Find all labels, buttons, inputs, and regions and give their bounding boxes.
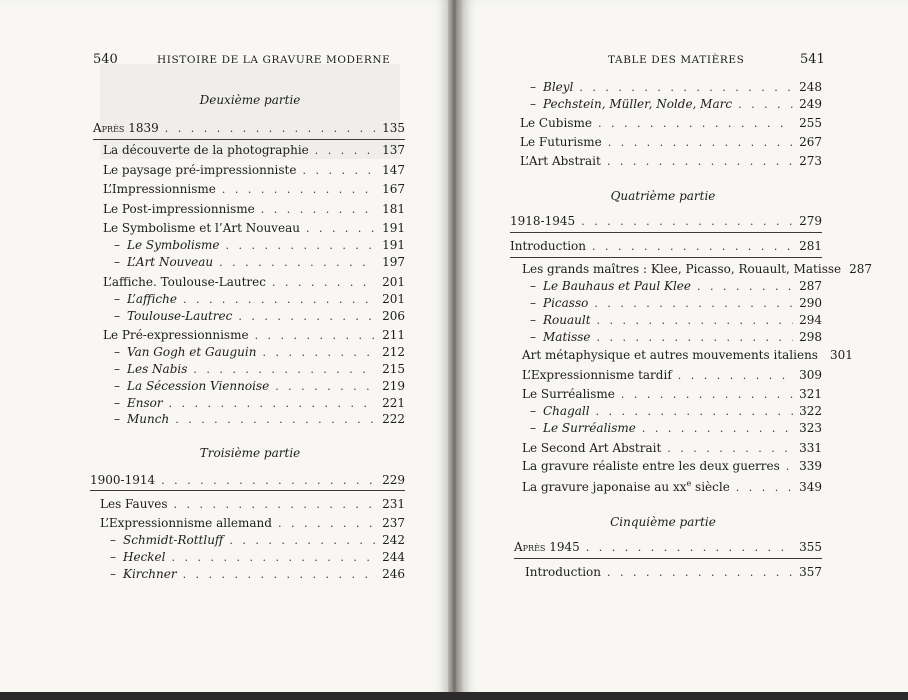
dot-leader [592,240,793,253]
section-rule [510,257,822,258]
part-title-deuxieme: Deuxième partie [199,93,301,107]
toc-entry-page: 279 [799,214,822,228]
toc-entry[interactable] [525,565,822,582]
dash-mark: – [114,362,120,376]
part-title-troisieme: Troisième partie [199,446,301,460]
toc-entry-page: 222 [382,412,405,426]
toc-entry-page: 211 [382,328,405,342]
toc-entry-label: Heckel [123,550,166,564]
toc-entry[interactable] [522,459,822,476]
dot-leader [262,346,376,359]
toc-entry[interactable] [520,116,822,133]
dash-mark: – [114,292,120,306]
dot-leader [278,517,376,530]
part-title-quatrieme: Quatrième partie [610,189,716,203]
toc-entry-page: 298 [799,330,822,344]
toc-entry[interactable] [522,387,822,404]
toc-subentry[interactable] [530,313,822,330]
toc-entry-page: 357 [799,565,822,579]
toc-entry-label: Toulouse-Lautrec [127,309,233,323]
dash-mark: – [530,279,536,293]
toc-entry-page: 355 [799,540,822,554]
toc-entry[interactable] [522,441,822,458]
toc-subentry[interactable] [530,330,822,347]
right-page [463,0,908,700]
toc-entry-page: 323 [799,421,822,435]
dash-mark: – [110,567,116,581]
toc-entry-page: 290 [799,296,822,310]
toc-entry[interactable] [103,275,405,292]
superscript-e: e [686,479,692,488]
toc-entry-page: 294 [799,313,822,327]
part-title-cinquieme: Cinquième partie [610,515,716,529]
toc-entry-page: 248 [799,80,822,94]
toc-subentry[interactable] [110,533,405,550]
toc-entry-label: Ensor [127,396,163,410]
toc-subentry[interactable] [114,379,405,396]
dot-leader [621,388,793,401]
toc-entry[interactable] [100,497,405,514]
dot-leader [229,534,376,547]
toc-entry-label: Après 1945 [514,540,580,554]
toc-entry[interactable] [103,202,405,219]
left-running-head: HISTOIRE DE LA GRAVURE MODERNE [157,54,391,66]
dot-leader [736,481,793,494]
toc-entry-page: 255 [799,116,822,130]
left-folio: 540 [93,52,118,67]
dash-mark: – [114,238,120,252]
dot-leader [597,331,794,344]
toc-entry-page: 212 [382,345,405,359]
toc-entry-label: Art métaphysique et autres mouvements italiens [522,348,818,362]
toc-entry-page: 237 [382,516,405,530]
dot-leader [594,297,793,310]
dash-mark: – [530,296,536,310]
dot-leader [222,183,376,196]
toc-entry-label: La Sécession Viennoise [127,379,270,393]
dot-leader [172,551,377,564]
book-gutter [448,0,463,700]
dot-leader [183,293,376,306]
toc-entry-page: 201 [382,292,405,306]
toc-subentry[interactable] [110,550,405,567]
toc-subentry[interactable] [114,292,405,309]
toc-entry[interactable] [514,540,822,557]
toc-entry[interactable] [103,143,405,160]
dash-mark: – [530,313,536,327]
toc-entry-label: Bleyl [543,80,574,94]
toc-entry-label: Introduction [525,565,601,579]
dot-leader [255,329,377,342]
dot-leader [315,144,376,157]
toc-entry-label: Pechstein, Müller, Nolde, Marc [543,97,733,111]
dot-leader [169,397,376,410]
toc-entry-page: 242 [382,533,405,547]
toc-entry-page: 287 [849,262,873,276]
toc-entry-page: 267 [799,135,822,149]
dash-mark: – [530,330,536,344]
toc-entry-page: 273 [799,154,822,168]
dash-mark: – [530,404,536,418]
toc-entry[interactable] [510,239,822,256]
book-edge-bottom [0,692,908,700]
toc-subentry[interactable] [114,412,405,429]
toc-entry-page: 167 [382,182,405,196]
toc-entry-page: 309 [799,368,822,382]
toc-entry-label: L’Expressionnisme allemand [100,516,272,530]
section-rule [93,139,405,140]
dash-mark: – [114,309,120,323]
toc-entry-label: Le Surréalisme [543,421,636,435]
toc-entry-page: 349 [799,480,822,494]
dash-mark: – [114,396,120,410]
toc-entry-label: L’affiche. Toulouse-Lautrec [103,275,266,289]
toc-entry-label: Van Gogh et Gauguin [127,345,257,359]
toc-entry-label: La découverte de la photographie [103,143,309,157]
toc-entry-label: Le Pré-expressionnisme [103,328,249,342]
toc-entry-label: Le Symbolisme et l’Art Nouveau [103,221,300,235]
toc-subentry[interactable] [114,396,405,413]
toc-entry-label: Chagall [543,404,590,418]
toc-entry[interactable] [100,516,405,533]
toc-entry-label-start: La gravure japonaise au xx [522,480,687,494]
toc-entry-page: 135 [382,121,405,135]
dot-leader [183,568,377,581]
toc-entry-page: 201 [382,275,405,289]
toc-subentry[interactable] [530,279,822,296]
toc-subentry[interactable] [114,345,405,362]
dot-leader [225,239,376,252]
dot-leader [261,203,376,216]
toc-entry-label-end: siècle [691,480,730,494]
toc-subentry[interactable] [114,238,405,255]
toc-subentry[interactable] [530,421,822,438]
toc-entry-label: Introduction [510,239,586,253]
toc-entry-label: Les Nabis [127,362,188,376]
toc-entry-page: 221 [382,396,405,410]
toc-subentry[interactable] [530,80,822,97]
toc-entry-label: Le Post-impressionnisme [103,202,255,216]
toc-entry-label: Rouault [543,313,591,327]
dash-mark: – [114,345,120,359]
toc-entry[interactable] [522,262,873,279]
toc-entry-label: La gravure réaliste entre les deux guerres [522,459,780,473]
toc-entry-page: 281 [799,239,822,253]
toc-subentry[interactable] [114,255,405,272]
toc-entry-label: Le Cubisme [520,116,592,130]
dash-mark: – [110,550,116,564]
dot-leader [173,498,376,511]
section-rule [510,232,822,233]
toc-entry-label: Kirchner [123,567,177,581]
toc-entry[interactable] [522,348,853,365]
toc-entry-page: 215 [382,362,405,376]
dot-leader [275,380,376,393]
section-rule [90,490,405,491]
toc-subentry[interactable] [110,567,405,584]
dot-leader [272,276,376,289]
right-running-head: TABLE DES MATIÈRES [608,54,745,66]
dot-leader [302,164,376,177]
dot-leader [161,474,376,487]
toc-entry-page: 197 [382,255,405,269]
section-rule [514,558,822,559]
dot-leader [193,363,376,376]
toc-entry-page: 137 [382,143,405,157]
toc-entry-page: 181 [382,202,405,216]
toc-entry[interactable] [520,135,822,152]
dot-leader [786,460,793,473]
dot-leader [678,369,793,382]
toc-entry[interactable] [522,479,822,496]
toc-subentry[interactable] [114,362,405,379]
toc-entry-page: 191 [382,221,405,235]
dot-leader [238,310,376,323]
toc-entry-label: Matisse [543,330,591,344]
dash-mark: – [114,412,120,426]
dot-leader [597,314,794,327]
toc-entry-label: Les grands maîtres : Klee, Picasso, Rouault, Matisse [522,262,842,276]
toc-entry[interactable] [522,368,822,385]
dot-leader [697,280,793,293]
dot-leader [596,405,794,418]
toc-entry-label [522,479,730,494]
toc-entry-label: Le Futurisme [520,135,602,149]
toc-entry-page: 244 [382,550,405,564]
dash-mark: – [114,379,120,393]
toc-entry-label: L’Expressionnisme tardif [522,368,672,382]
dot-leader [667,442,793,455]
dot-leader [579,81,793,94]
toc-entry-label: Après 1839 [93,121,159,135]
toc-subentry[interactable] [530,97,822,114]
toc-entry-page: 219 [382,379,405,393]
toc-entry-page: 339 [799,459,822,473]
toc-entry-label: 1918-1945 [510,214,576,228]
left-page [0,0,448,700]
toc-entry-page: 322 [799,404,822,418]
toc-entry[interactable] [103,163,405,180]
toc-entry-label: Le Second Art Abstrait [522,441,662,455]
dot-leader [607,155,793,168]
toc-entry-label: 1900-1914 [90,473,156,487]
dot-leader [598,117,793,130]
toc-entry-label: L’Art Nouveau [127,255,214,269]
toc-entry-page: 147 [382,163,405,177]
toc-entry-label: Picasso [543,296,589,310]
toc-entry-page: 206 [382,309,405,323]
toc-entry-page: 246 [382,567,405,581]
toc-entry[interactable] [103,221,405,238]
toc-entry[interactable] [90,473,405,490]
dot-leader [306,222,376,235]
toc-entry[interactable] [510,214,822,231]
right-folio: 541 [800,52,825,67]
toc-entry[interactable] [103,328,405,345]
toc-entry-label: L’affiche [127,292,177,306]
toc-entry-page: 231 [382,497,405,511]
toc-entry-page: 249 [799,97,822,111]
toc-entry-page: 331 [799,441,822,455]
dash-mark: – [114,255,120,269]
toc-entry[interactable] [520,154,822,171]
dot-leader [219,256,376,269]
toc-entry-label: Le Symbolisme [127,238,220,252]
toc-entry-label: L’Impressionnisme [103,182,216,196]
toc-subentry[interactable] [114,309,405,326]
dot-leader [642,422,793,435]
toc-entry-label: Les Fauves [100,497,168,511]
toc-entry-label: Schmidt-Rottluff [123,533,224,547]
toc-entry-page: 287 [799,279,822,293]
toc-subentry[interactable] [530,404,822,421]
dash-mark: – [530,421,536,435]
toc-entry-page: 321 [799,387,822,401]
toc-entry-label: Munch [127,412,170,426]
toc-entry[interactable] [93,121,405,138]
toc-entry[interactable] [103,182,405,199]
dot-leader [738,98,793,111]
toc-entry-label: Le Bauhaus et Paul Klee [543,279,691,293]
dash-mark: – [110,533,116,547]
dot-leader [175,413,376,426]
dot-leader [607,566,793,579]
dot-leader [165,122,376,135]
toc-entry-label: L’Art Abstrait [520,154,601,168]
toc-entry-label: Le Surréalisme [522,387,615,401]
dot-leader [586,541,793,554]
dash-mark: – [530,80,536,94]
toc-entry-label: Le paysage pré-impressionniste [103,163,297,177]
dot-leader [581,215,793,228]
dash-mark: – [530,97,536,111]
toc-entry-page: 191 [382,238,405,252]
toc-entry-page: 301 [829,348,853,362]
toc-entry-page: 229 [382,473,405,487]
dot-leader [608,136,793,149]
toc-subentry[interactable] [530,296,822,313]
